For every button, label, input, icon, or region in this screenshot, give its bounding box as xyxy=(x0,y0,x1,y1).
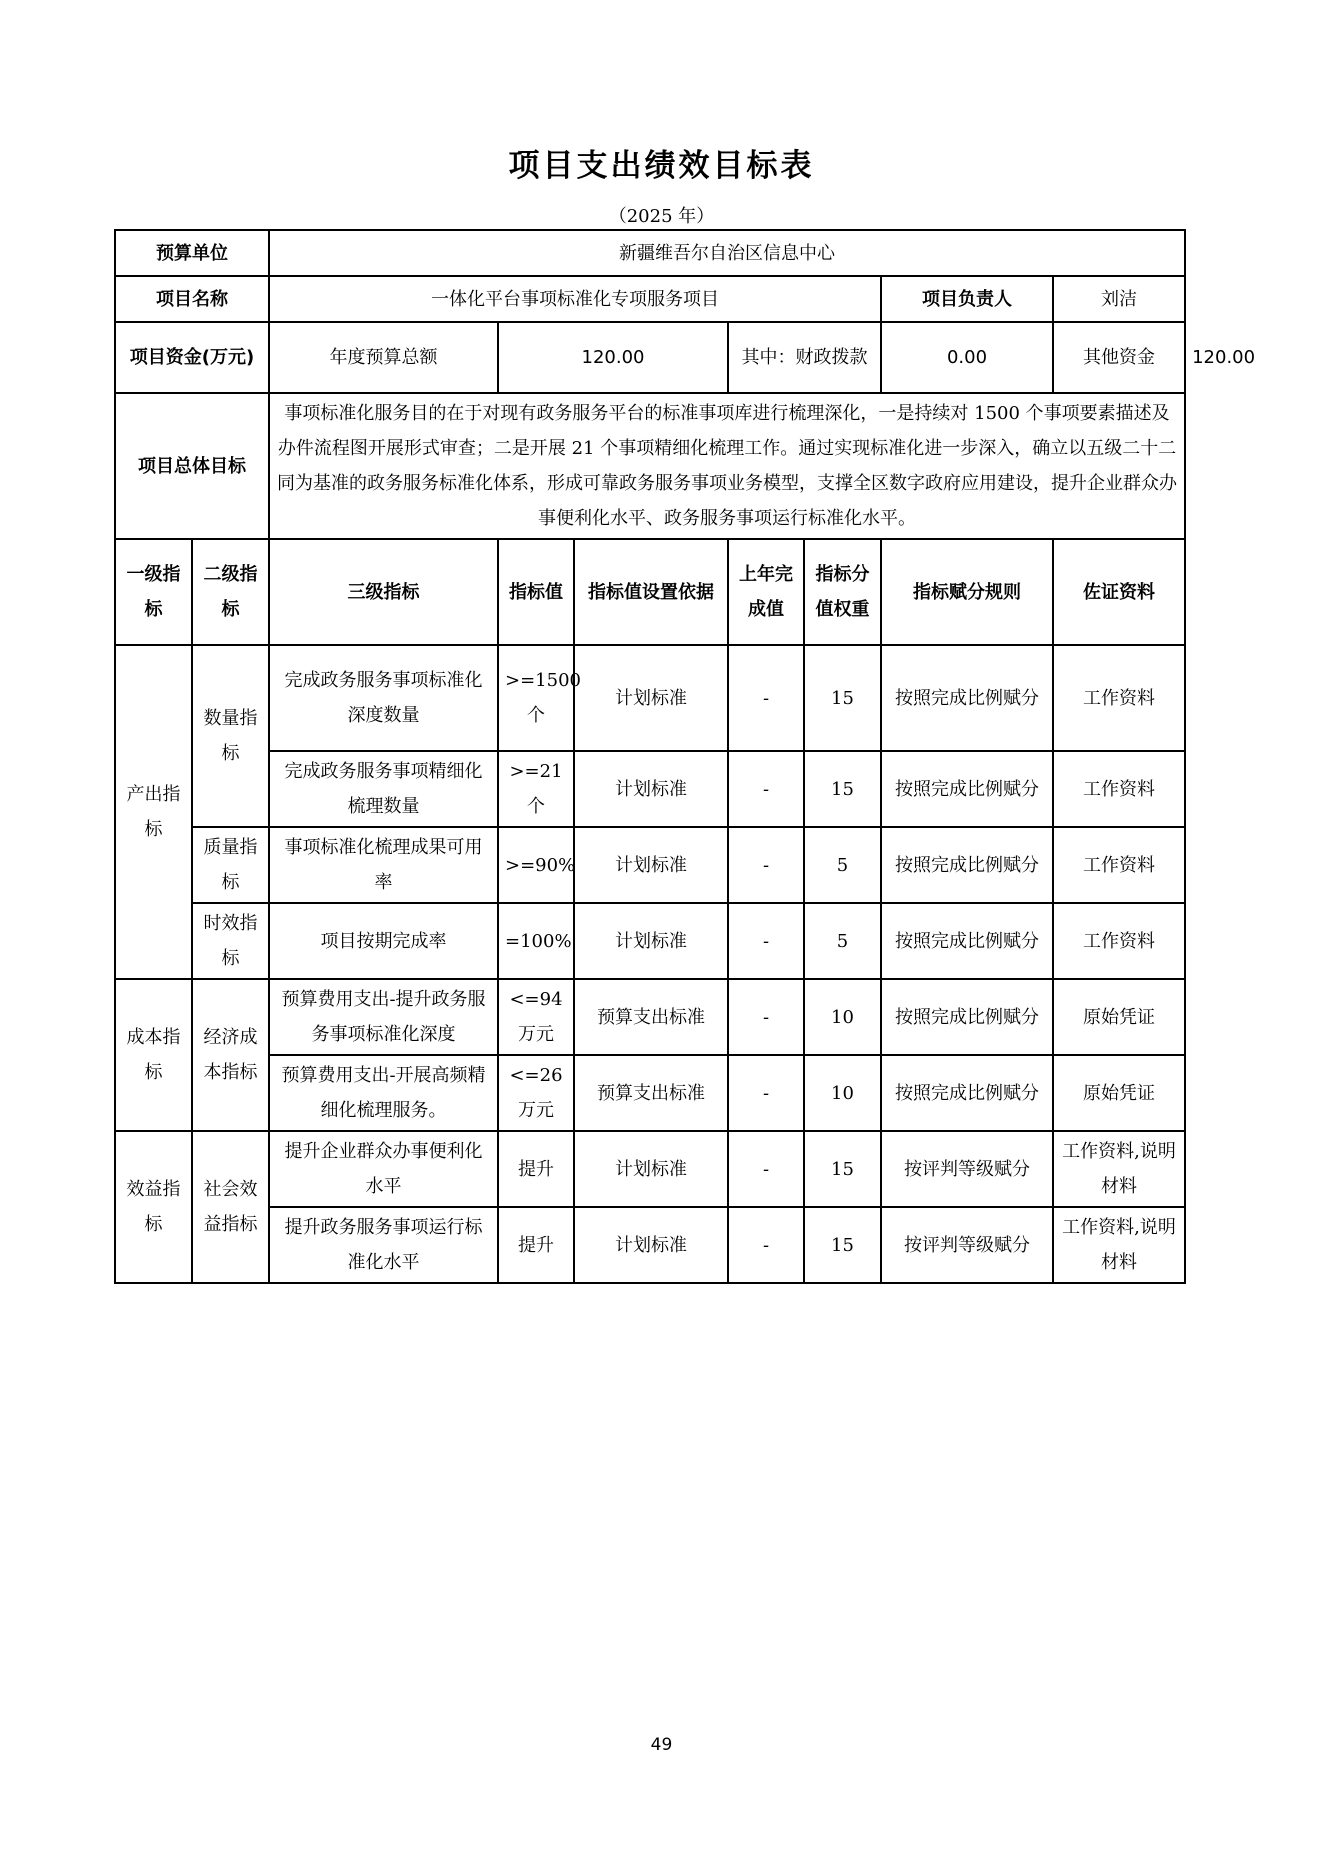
indicator-header-row xyxy=(115,539,1185,645)
row-rule: 按评判等级赋分 xyxy=(881,1207,1053,1283)
row-evidence: 原始凭证 xyxy=(1053,979,1185,1055)
row-last: - xyxy=(728,903,804,979)
row-l3: 提升政务服务事项运行标准化水平 xyxy=(269,1207,498,1283)
row-l3: 预算费用支出-开展高频精细化梳理服务。 xyxy=(269,1055,498,1131)
row-evidence: 工作资料,说明材料 xyxy=(1053,1207,1185,1283)
row-rule: 按评判等级赋分 xyxy=(881,1131,1053,1207)
row-basis: 计划标准 xyxy=(574,751,728,827)
row-basis: 计划标准 xyxy=(574,903,728,979)
row-value: >=21个 xyxy=(498,751,574,827)
group-economic-cost: 经济成本指标 xyxy=(192,979,269,1131)
row-evidence: 工作资料 xyxy=(1053,645,1185,751)
budget-unit-row xyxy=(115,230,1185,276)
project-leader-label: 项目负责人 xyxy=(881,276,1053,322)
row-last: - xyxy=(728,827,804,903)
row-last: - xyxy=(728,645,804,751)
row-value: 提升 xyxy=(498,1131,574,1207)
annual-budget-value: 120.00 xyxy=(498,322,728,393)
header-level1: 一级指标 xyxy=(115,539,192,645)
fiscal-value: 0.00 xyxy=(881,322,1053,393)
row-evidence: 工作资料,说明材料 xyxy=(1053,1131,1185,1207)
row-weight: 15 xyxy=(804,751,881,827)
table-row xyxy=(115,1055,1185,1131)
row-rule: 按照完成比例赋分 xyxy=(881,751,1053,827)
row-weight: 15 xyxy=(804,1131,881,1207)
row-value: <=26万元 xyxy=(498,1055,574,1131)
project-name-row xyxy=(115,276,1185,322)
row-value: >=1500个 xyxy=(498,645,574,751)
row-basis: 计划标准 xyxy=(574,827,728,903)
row-last: - xyxy=(728,751,804,827)
table-row xyxy=(115,645,1185,751)
row-l3: 预算费用支出-提升政务服务事项标准化深度 xyxy=(269,979,498,1055)
row-rule: 按照完成比例赋分 xyxy=(881,645,1053,751)
year-label: （2025 年） xyxy=(608,206,715,227)
table-row xyxy=(115,751,1185,827)
row-evidence: 工作资料 xyxy=(1053,751,1185,827)
project-leader-value: 刘洁 xyxy=(1053,276,1185,322)
row-weight: 10 xyxy=(804,979,881,1055)
page-title: 项目支出绩效目标表 xyxy=(508,148,815,184)
row-evidence: 工作资料 xyxy=(1053,827,1185,903)
row-l3: 提升企业群众办事便利化水平 xyxy=(269,1131,498,1207)
budget-unit-label: 预算单位 xyxy=(115,230,269,276)
row-weight: 15 xyxy=(804,1207,881,1283)
row-basis: 计划标准 xyxy=(574,1207,728,1283)
row-last: - xyxy=(728,1055,804,1131)
row-value: >=90% xyxy=(498,827,574,903)
row-rule: 按照完成比例赋分 xyxy=(881,1055,1053,1131)
row-value: <=94万元 xyxy=(498,979,574,1055)
row-weight: 5 xyxy=(804,827,881,903)
row-weight: 15 xyxy=(804,645,881,751)
header-level2: 二级指标 xyxy=(192,539,269,645)
budget-unit-value: 新疆维吾尔自治区信息中心 xyxy=(269,230,1185,276)
page-number: 49 xyxy=(650,1735,673,1755)
header-value: 指标值 xyxy=(498,539,574,645)
project-name-value: 一体化平台事项标准化专项服务项目 xyxy=(269,276,881,322)
table-row xyxy=(115,1131,1185,1207)
row-value: =100% xyxy=(498,903,574,979)
row-evidence: 工作资料 xyxy=(1053,903,1185,979)
row-basis: 计划标准 xyxy=(574,1131,728,1207)
row-basis: 计划标准 xyxy=(574,645,728,751)
group-social-benefit: 社会效益指标 xyxy=(192,1131,269,1283)
fiscal-label: 其中：财政拨款 xyxy=(728,322,881,393)
row-last: - xyxy=(728,1131,804,1207)
row-weight: 10 xyxy=(804,1055,881,1131)
row-rule: 按照完成比例赋分 xyxy=(881,903,1053,979)
header-evidence: 佐证资料 xyxy=(1053,539,1185,645)
header-rule: 指标赋分规则 xyxy=(881,539,1053,645)
table-row xyxy=(115,1207,1185,1283)
row-value: 提升 xyxy=(498,1207,574,1283)
row-l3: 项目按期完成率 xyxy=(269,903,498,979)
annual-budget-label: 年度预算总额 xyxy=(269,322,498,393)
table-row xyxy=(115,979,1185,1055)
goal-text: 事项标准化服务目的在于对现有政务服务平台的标准事项库进行梳理深化，一是持续对 1500 个事项要素描述及办件流程图开展形式审查；二是开展 21 个事项精细化梳理工作。通过实现标准化进一步深入，确立以五级二十二同为基准的政务服务标准化体系，形成可靠政务服务事项业务模型，支撑全区数字政府应用建设，提升企业群众办事便利化水平、政务服务事项运行标准化水平。 xyxy=(269,393,1185,539)
row-last: - xyxy=(728,1207,804,1283)
project-name-label: 项目名称 xyxy=(115,276,269,322)
row-l3: 完成政务服务事项精细化梳理数量 xyxy=(269,751,498,827)
row-basis: 预算支出标准 xyxy=(574,979,728,1055)
row-evidence: 原始凭证 xyxy=(1053,1055,1185,1131)
row-basis: 预算支出标准 xyxy=(574,1055,728,1131)
performance-table xyxy=(114,229,1256,1284)
row-last: - xyxy=(728,979,804,1055)
row-rule: 按照完成比例赋分 xyxy=(881,979,1053,1055)
goal-row xyxy=(115,393,1185,539)
header-basis: 指标值设置依据 xyxy=(574,539,728,645)
other-funds-label: 其他资金 xyxy=(1053,322,1185,393)
group-output: 产出指标 xyxy=(115,645,192,979)
header-last-year: 上年完成值 xyxy=(728,539,804,645)
row-l3: 完成政务服务事项标准化深度数量 xyxy=(269,645,498,751)
table-row xyxy=(115,827,1185,903)
group-cost: 成本指标 xyxy=(115,979,192,1131)
row-l3: 事项标准化梳理成果可用率 xyxy=(269,827,498,903)
table-row xyxy=(115,903,1185,979)
row-rule: 按照完成比例赋分 xyxy=(881,827,1053,903)
group-quality: 质量指标 xyxy=(192,827,269,903)
funds-label: 项目资金(万元) xyxy=(115,322,269,393)
header-weight: 指标分值权重 xyxy=(804,539,881,645)
row-weight: 5 xyxy=(804,903,881,979)
goal-label: 项目总体目标 xyxy=(115,393,269,539)
group-timeliness: 时效指标 xyxy=(192,903,269,979)
header-level3: 三级指标 xyxy=(269,539,498,645)
group-benefit: 效益指标 xyxy=(115,1131,192,1283)
group-quantity: 数量指标 xyxy=(192,645,269,827)
funds-row: 项目资金(万元) 年度预算总额 120.00 其中：财政拨款 0.00 其他资金 120.00 xyxy=(115,322,1185,393)
